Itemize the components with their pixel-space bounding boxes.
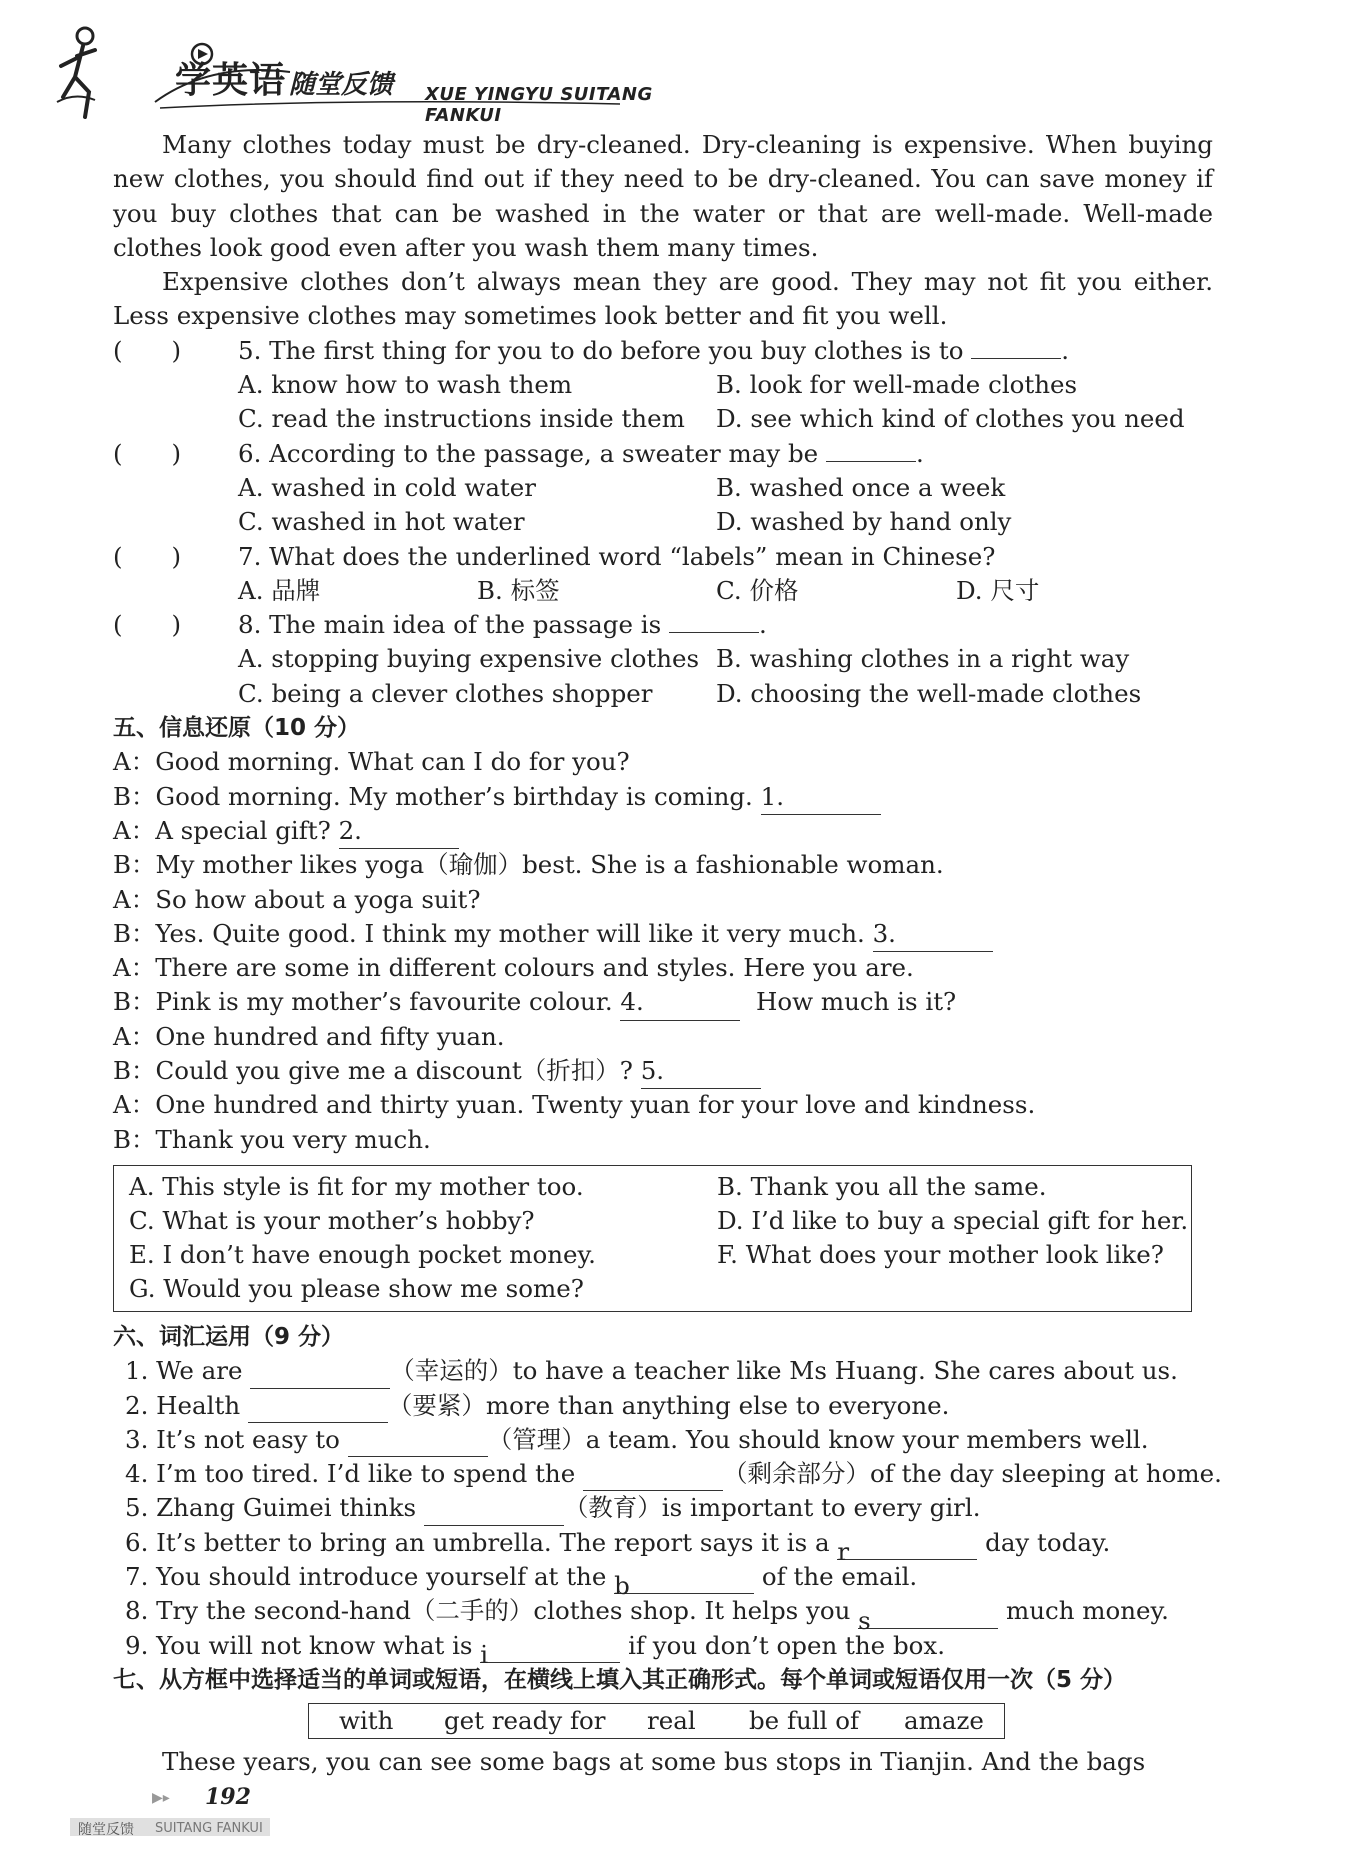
passage-paragraph-1: Many clothes today must be dry-cleaned. Dry-cleaning is expensive. When buying new clothes, you should find out if they need to be dry-cleaned. You can save money if you buy clothes that can be washed in the water or that are well-made. Well-made clothes look good even after you wash them many times.	[113, 130, 1213, 262]
dialogue-blank[interactable]: 3.	[873, 917, 993, 952]
option-c[interactable]: C. being a clever clothes shopper	[238, 678, 653, 708]
choice-c: C. What is your mother’s hobby?	[129, 1205, 535, 1235]
vocab-blank[interactable]	[583, 1466, 723, 1491]
footer-en: SUITANG FANKUI	[155, 1821, 263, 1836]
vocab-list	[113, 1354, 1222, 1669]
vocab-letter: r	[837, 1536, 850, 1566]
vocab-blank[interactable]	[480, 1638, 620, 1669]
dialogue-text: B：Yes. Quite good. I think my mother will like it very much.	[113, 918, 873, 948]
section-7-passage: These years, you can see some bags at some bus stops in Tianjin. And the bags	[162, 1747, 1146, 1777]
vocab-item	[113, 1526, 1213, 1566]
dialogue-blank[interactable]: 5.	[641, 1054, 761, 1089]
dialogue-line	[113, 1088, 1213, 1122]
option-a[interactable]: A. washed in cold water	[238, 472, 536, 502]
dialogue-line	[113, 951, 1213, 985]
answer-blank[interactable]	[669, 608, 759, 633]
page-arrow-icon: ▶▸	[152, 1790, 170, 1806]
dialogue-line	[113, 1020, 1213, 1054]
option-b[interactable]: B. washing clothes in a right way	[716, 644, 1130, 674]
runner-logo-icon	[55, 22, 125, 122]
dialogue-line	[113, 814, 1213, 848]
dialogue-text: B：Good morning. My mother’s birthday is coming.	[113, 781, 761, 811]
dialogue-blank[interactable]: 1.	[761, 780, 881, 815]
word-option: with	[339, 1706, 394, 1736]
option-a[interactable]: A. stopping buying expensive clothes	[238, 644, 700, 674]
vocab-text: （要紧）more than anything else to everyone.	[387, 1390, 950, 1420]
options-row	[113, 505, 1213, 539]
vocab-text: 5. Zhang Guimei thinks	[125, 1493, 424, 1523]
passage-paragraph-2: Expensive clothes don’t always mean they are good. They may not fit you either. Less expensive clothes may sometimes look better and fit you well.	[113, 267, 1213, 331]
word-option: be full of	[749, 1706, 860, 1736]
choice-d: D. I’d like to buy a special gift for her.	[717, 1205, 1189, 1235]
question-6: ( ) 6. According to the passage, a sweater may be .	[113, 437, 1213, 471]
vocab-blank[interactable]	[348, 1432, 488, 1457]
option-d[interactable]: D. see which kind of clothes you need	[716, 404, 1185, 434]
dialogue-text: A：One hundred and fifty yuan.	[113, 1021, 505, 1051]
dialogue-text: How much is it?	[740, 987, 957, 1017]
choice-a: A. This style is fit for my mother too.	[129, 1171, 584, 1201]
option-c[interactable]: C. 价格	[716, 575, 799, 605]
section-7-title: 七、从方框中选择适当的单词或短语，在横线上填入其正确形式。每个单词或短语仅用一次（5 分）	[113, 1666, 1127, 1693]
vocab-blank[interactable]	[614, 1569, 754, 1601]
vocab-item	[113, 1389, 1213, 1423]
vocab-letter: i	[480, 1639, 489, 1669]
answer-paren[interactable]: ( )	[113, 438, 182, 468]
question-stem: 6. According to the passage, a sweater may be	[238, 438, 819, 468]
dialogue-line	[113, 1054, 1213, 1088]
options-row	[113, 642, 1213, 676]
option-a[interactable]: A. know how to wash them	[238, 370, 573, 400]
vocab-text: if you don’t open the box.	[620, 1630, 946, 1660]
page-content	[113, 128, 1222, 1779]
vocab-blank[interactable]	[424, 1501, 564, 1526]
vocab-blank[interactable]	[858, 1604, 998, 1635]
dialogue-line	[113, 917, 1213, 951]
option-c[interactable]: C. read the instructions inside them	[238, 404, 685, 434]
vocab-item	[113, 1491, 1213, 1525]
choice-b: B. Thank you all the same.	[717, 1171, 1047, 1201]
vocab-text: day today.	[977, 1527, 1111, 1557]
dialogue-line	[113, 780, 1213, 814]
header-en-title: XUE YINGYU SUITANG FANKUI	[425, 84, 653, 126]
dialogue-blank[interactable]: 2.	[339, 814, 459, 849]
dialogue-text: B：My mother likes yoga（瑜伽）best. She is a fashionable woman.	[113, 850, 944, 880]
dialogue-line	[113, 1123, 1213, 1157]
vocab-text: 1. We are	[125, 1356, 251, 1386]
choice-box	[113, 1165, 1192, 1312]
vocab-letter: s	[858, 1605, 871, 1635]
page-header	[55, 22, 655, 126]
vocab-item	[113, 1354, 1213, 1388]
vocab-text: 3. It’s not easy to	[125, 1424, 348, 1454]
vocab-item	[113, 1423, 1213, 1457]
footer-cn: 随堂反馈	[78, 1822, 134, 1838]
word-option: get ready for	[444, 1706, 606, 1736]
dialogue-line	[113, 745, 1213, 779]
answer-blank[interactable]	[971, 334, 1061, 359]
vocab-text: of the email.	[754, 1561, 918, 1591]
dialogue-text: A：A special gift?	[113, 815, 339, 845]
dialogue	[113, 745, 1213, 1157]
vocab-item	[113, 1560, 1213, 1601]
dialogue-line	[113, 985, 1213, 1019]
dialogue-text: A：There are some in different colours and styles. Here you are.	[113, 953, 914, 983]
option-c[interactable]: C. washed in hot water	[238, 507, 525, 537]
vocab-text: 2. Health	[125, 1390, 248, 1420]
vocab-letter: b	[614, 1571, 630, 1601]
answer-blank[interactable]	[826, 437, 916, 462]
page-number: 192	[205, 1784, 251, 1810]
option-b[interactable]: B. 标签	[477, 575, 560, 605]
question-stem: 5. The first thing for you to do before you buy clothes is to	[238, 335, 964, 365]
question-7	[113, 540, 1213, 574]
vocab-text: （教育）is important to every girl.	[563, 1493, 981, 1523]
vocab-blank[interactable]	[837, 1535, 977, 1566]
options-row	[113, 368, 1213, 402]
choice-f: F. What does your mother look like?	[717, 1239, 1164, 1269]
vocab-text: （管理）a team. You should know your members well.	[487, 1424, 1149, 1454]
dialogue-text: A：Good morning. What can I do for you?	[113, 747, 630, 777]
choice-g: G. Would you please show me some?	[129, 1273, 584, 1303]
dialogue-text: B：Could you give me a discount（折扣）?	[113, 1056, 641, 1086]
question-5: ( ) 5. The first thing for you to do before you buy clothes is to .	[113, 334, 1213, 368]
answer-paren[interactable]: ( )	[113, 541, 182, 571]
option-d[interactable]: D. washed by hand only	[716, 507, 1012, 537]
page-footer	[70, 1784, 370, 1860]
vocab-text: （幸运的）to have a teacher like Ms Huang. She cares about us.	[390, 1356, 1178, 1386]
vocab-blank[interactable]	[250, 1364, 390, 1389]
question-8: ( ) 8. The main idea of the passage is .	[113, 608, 1213, 642]
vocab-text: （剩余部分）of the day sleeping at home.	[722, 1459, 1222, 1489]
vocab-text: much money.	[998, 1596, 1169, 1626]
section-6-title: 六、词汇运用（9 分）	[113, 1323, 345, 1350]
option-a[interactable]: A. 品牌	[238, 575, 321, 605]
dialogue-text: B：Pink is my mother’s favourite colour.	[113, 987, 621, 1017]
answer-paren[interactable]: ( )	[113, 610, 182, 640]
dialogue-line	[113, 848, 1213, 882]
vocab-text: 4. I’m too tired. I’d like to spend the	[125, 1459, 583, 1489]
vocab-text: 7. You should introduce yourself at the	[125, 1561, 615, 1591]
options-row	[113, 471, 1213, 505]
choice-e: E. I don’t have enough pocket money.	[129, 1239, 596, 1269]
vocab-text: 8. Try the second-hand（二手的）clothes shop. It helps you	[125, 1596, 859, 1626]
option-d[interactable]: D. 尺寸	[956, 575, 1040, 605]
header-cn-title: 学英语	[175, 60, 287, 101]
dialogue-blank[interactable]: 4.	[620, 985, 740, 1020]
vocab-item	[113, 1629, 1213, 1669]
question-stem: 8. The main idea of the passage is	[238, 610, 662, 640]
section-5-title: 五、信息还原（10 分）	[113, 715, 361, 742]
options-row	[113, 402, 1213, 436]
vocab-blank[interactable]	[248, 1398, 388, 1423]
dialogue-line	[113, 883, 1213, 917]
option-d[interactable]: D. choosing the well-made clothes	[716, 678, 1142, 708]
word-box	[308, 1703, 1005, 1739]
word-option: real	[647, 1706, 696, 1736]
options-row	[113, 574, 1213, 608]
option-b[interactable]: B. look for well-made clothes	[716, 370, 1078, 400]
options-row	[113, 677, 1213, 711]
vocab-item	[113, 1457, 1222, 1491]
answer-paren[interactable]: ( )	[113, 335, 182, 365]
question-stem: 7. What does the underlined word “labels” mean in Chinese?	[238, 541, 996, 571]
word-option: amaze	[904, 1706, 984, 1736]
dialogue-text: A：So how about a yoga suit?	[113, 884, 481, 914]
vocab-item	[113, 1594, 1213, 1635]
header-cn-subtitle: 随堂反馈	[289, 70, 394, 100]
vocab-text: 9. You will not know what is	[125, 1630, 481, 1660]
vocab-text: 6. It’s better to bring an umbrella. The report says it is a	[125, 1527, 838, 1557]
dialogue-text: B：Thank you very much.	[113, 1124, 431, 1154]
dialogue-text: A：One hundred and thirty yuan. Twenty yuan for your love and kindness.	[113, 1090, 1036, 1120]
option-b[interactable]: B. washed once a week	[716, 472, 1006, 502]
